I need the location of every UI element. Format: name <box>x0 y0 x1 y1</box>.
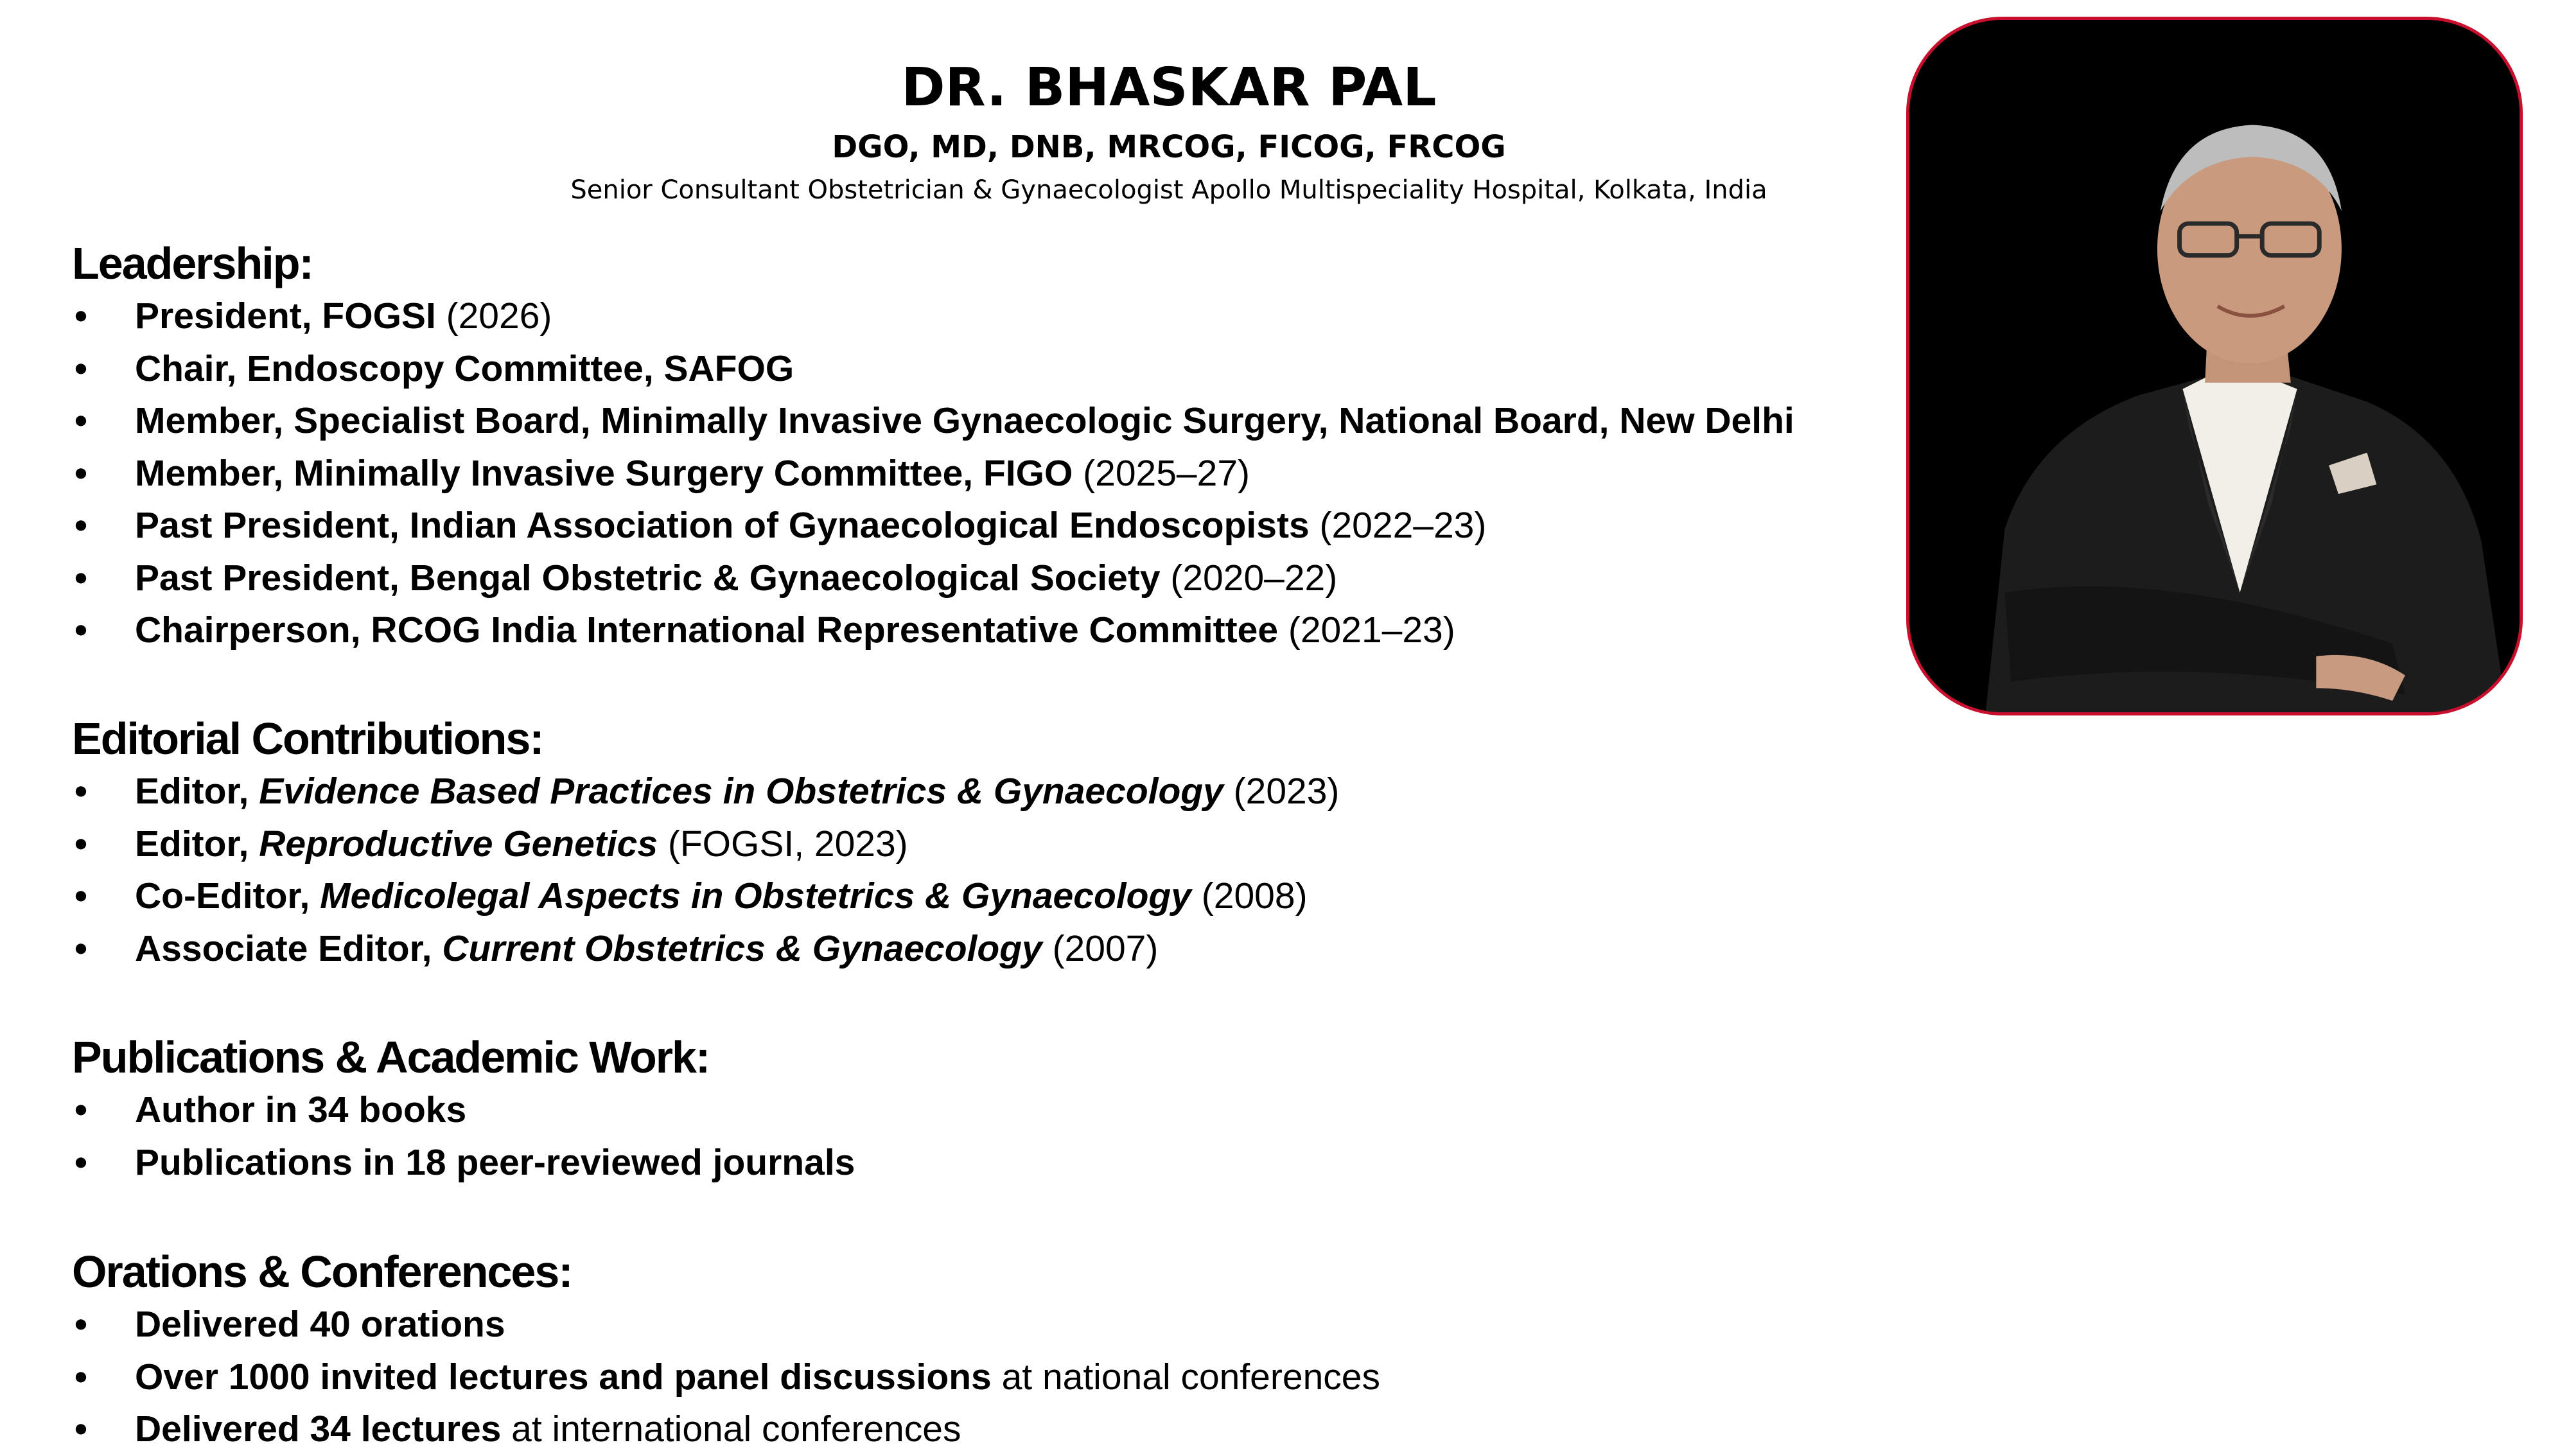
page-title: DR. BHASKAR PAL <box>901 57 1437 118</box>
list-item: • Publications in 18 peer-reviewed journals <box>72 1137 1934 1189</box>
list-item: • Chairperson, RCOG India International Representative Committee (2021–23) <box>72 604 1934 657</box>
section-title-leadership: Leadership: <box>72 238 313 288</box>
editorial-section <box>72 712 1934 975</box>
section-title-orations: Orations & Conferences: <box>72 1247 572 1297</box>
list-item: • Chair, Endoscopy Committee, SAFOG <box>72 343 1934 396</box>
publications-section <box>72 1030 1934 1189</box>
list-item: • Editor, Evidence Based Practices in Obstetrics & Gynaecology (2023) <box>72 766 1934 818</box>
orations-section <box>72 1245 1934 1456</box>
list-item: • Co-Editor, Medicolegal Aspects in Obstetrics & Gynaecology (2008) <box>72 870 1934 923</box>
leadership-list <box>72 290 1934 657</box>
person-portrait-icon <box>1909 20 2520 712</box>
credentials: DGO, MD, DNB, MRCOG, FICOG, FRCOG <box>832 129 1506 165</box>
list-item: • Delivered 34 lectures at international conferences <box>72 1403 1934 1456</box>
list-item: • Past President, Indian Association of Gynaecological Endoscopists (2022–23) <box>72 500 1934 552</box>
publications-list <box>72 1084 1934 1189</box>
section-title-editorial: Editorial Contributions: <box>72 714 543 764</box>
list-item: • Over 1000 invited lectures and panel discussions at national conferences <box>72 1351 1934 1404</box>
orations-list <box>72 1299 1934 1456</box>
editorial-list <box>72 766 1934 975</box>
list-item: • Associate Editor, Current Obstetrics & Gynaecology (2007) <box>72 923 1934 976</box>
list-item: • Editor, Reproductive Genetics (FOGSI, 2023) <box>72 818 1934 871</box>
list-item: • President, FOGSI (2026) <box>72 290 1934 343</box>
list-item: • Delivered 40 orations <box>72 1299 1934 1351</box>
list-item: • Member, Specialist Board, Minimally Invasive Gynaecologic Surgery, National Board, New Delhi <box>72 395 1934 448</box>
list-item: • Author in 34 books <box>72 1084 1934 1137</box>
list-item: • Past President, Bengal Obstetric & Gynaecological Society (2020–22) <box>72 552 1934 605</box>
leadership-section <box>72 236 1934 657</box>
section-title-publications: Publications & Academic Work: <box>72 1032 710 1082</box>
portrait-photo <box>1906 17 2523 715</box>
list-item: • Member, Minimally Invasive Surgery Committee, FIGO (2025–27) <box>72 448 1934 500</box>
affiliation: Senior Consultant Obstetrician & Gynaecologist Apollo Multispeciality Hospital, Kolkata, India <box>570 175 1767 205</box>
